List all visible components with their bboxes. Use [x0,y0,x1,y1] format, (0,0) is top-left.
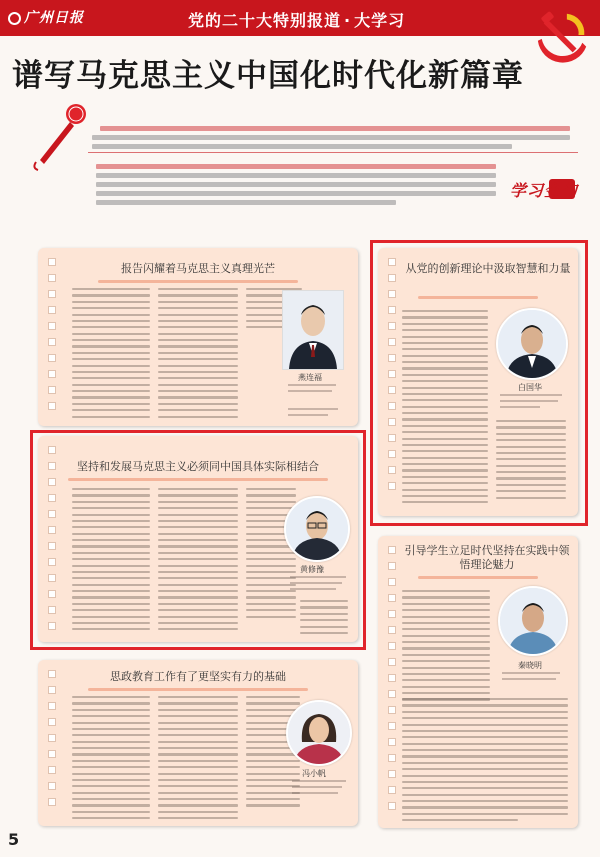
lead-paragraph-line [96,191,496,196]
notebook-holes [388,258,396,498]
author-name: 黄修豫 [300,565,324,574]
author-role [290,576,346,578]
notebook-holes [48,670,56,814]
article-panel [378,536,578,828]
author-role [292,780,346,782]
author-role [500,406,540,408]
author-photo [286,700,352,766]
article-panel [38,436,358,642]
masthead [8,7,84,27]
section-title-sub: 大学习 [354,11,406,30]
article-title: 思政教育工作有了更坚实有力的基础 [110,670,286,683]
masthead-logo-icon [8,12,21,25]
article-title: 坚持和发展马克思主义必须同中国具体实际相结合 [77,460,319,473]
author-name: 燕连福 [298,373,322,382]
article-column [496,420,566,503]
author-photo [282,290,344,370]
author-photo [496,308,568,380]
article-title: 从党的创新理论中汲取智慧和力量 [405,262,571,275]
article-column [72,696,150,824]
article-title: 引导学生立足时代坚持在实践中领悟理论魅力 [404,544,570,571]
lead-paragraph-line [96,173,496,178]
title-underline [68,478,328,481]
article-column [300,600,348,638]
lead-paragraph-line [96,200,396,205]
microphone-icon [30,102,90,172]
page-number: 5 [8,830,20,849]
article-column [402,698,568,826]
author-role [288,384,336,386]
author-photo [284,496,350,562]
article-column [72,288,150,422]
author-role [500,400,558,402]
author-role [502,678,556,680]
author-name: 秦晓明 [518,661,542,670]
section-title [188,8,405,31]
author-role [292,792,338,794]
article-column [158,696,238,824]
section-title-separator: · [344,11,352,30]
author-photo [498,586,568,656]
party-emblem-icon [534,6,592,64]
author-name: 冯小帆 [302,769,326,778]
author-role [290,582,342,584]
lead-paragraph-line [92,144,512,149]
lead-paragraph-line [100,126,570,131]
author-role [288,408,338,410]
title-underline [88,688,308,691]
lead-paragraph-line [96,164,496,169]
title-underline [418,576,538,579]
notebook-holes [48,258,56,418]
article-column [402,590,490,705]
lead-paragraph-line [96,182,496,187]
author-role [288,390,332,392]
author-role [500,394,562,396]
masthead-name: 广州日报 [24,10,84,26]
author-role [502,672,560,674]
notebook-holes [48,446,56,638]
notebook-holes [388,546,396,818]
title-underline [418,296,538,299]
section-banner [0,0,600,36]
author-name: 白国华 [518,383,542,392]
golden-badge-label: 学习金句 [510,181,579,200]
article-column [158,288,238,422]
article-column [72,488,150,635]
section-title-main: 党的二十大特别报道 [188,11,342,30]
author-role [292,786,342,788]
article-column [158,488,238,635]
article-column [246,488,296,622]
article-column [402,310,488,508]
author-role [288,414,328,416]
title-underline [98,280,298,283]
article-panel [38,660,358,826]
headline: 谱写马克思主义中国化时代化新篇章 [12,58,524,94]
divider [88,152,578,153]
article-title: 报告闪耀着马克思主义真理光芒 [121,262,275,275]
article-panel [38,248,358,426]
lead-paragraph-line [92,135,570,140]
article-panel [378,248,578,516]
author-role [290,588,336,590]
